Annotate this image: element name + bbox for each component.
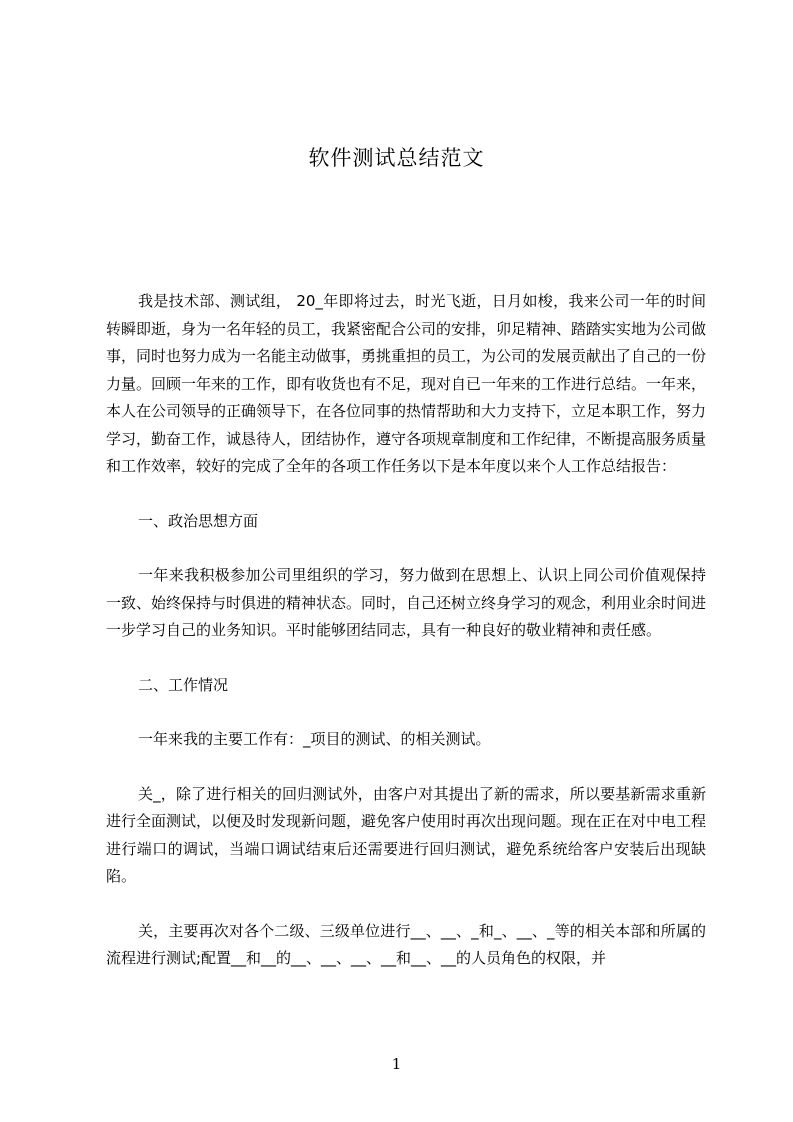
paragraph-political: 一年来我积极参加公司里组织的学习，努力做到在思想上、认识上同公司价值观保持一致、始终保持与时俱进的精神状态。同时，自己还树立终身学习的观念，利用业余时间进一步学习自己的业务知识。平时能够团结同志，具有一种良好的敬业精神和责任感。 [106, 566, 707, 639]
section-heading-work: 二、工作情况 [138, 675, 229, 694]
document-body [106, 288, 706, 973]
page-number: 1 [391, 1055, 402, 1073]
paragraph-main-work: 一年来我的主要工作有：_项目的测试、的相关测试。 [138, 730, 491, 748]
document-title: 软件测试总结范文 [308, 146, 485, 170]
paragraph-regression: 关_，除了进行相关的回归测试外，由客户对其提出了新的需求，所以要基新需求重新进行全面测试，以便及时发现新问题，避免客户使用时再次出现问题。现在正在对中电工程进行端口的调试，当端口调试结束后还需要进行回归测试，避免系统给客户安装后出现缺陷。 [106, 784, 707, 885]
paragraph-intro: 我是技术部、测试组， 20_年即将过去，时光飞逝，日月如梭，我来公司一年的时间转瞬即逝，身为一名年轻的员工，我紧密配合公司的安排，卯足精神、踏踏实实地为公司做事，同时也努力成为一名能主动做事，勇挑重担的员工，为公司的发展贡献出了自己的一份力量。回顾一年来的工作，即有收货也有不足，现对自已一年来的工作进行总结。一年来，本人在公司领导的正确领导下，在各位同事的热情帮助和大力支持下，立足本职工作，努力学习，勤奋工作，诚恳待人，团结协作，遵守各项规章制度和工作纪律，不断提高服务质量和工作效率，较好的完成了全年的各项工作任务以下是本年度以来个人工作总结报告： [106, 292, 707, 475]
section-heading-political: 一、政治思想方面 [138, 511, 259, 530]
paragraph-process-testing: 关，主要再次对各个二级、三级单位进行__、__、_和_、__、_等的相关本部和所属的流程进行测试;配置__和__的__、__、__、__和__、__的人员角色的权限，并 [106, 921, 706, 967]
